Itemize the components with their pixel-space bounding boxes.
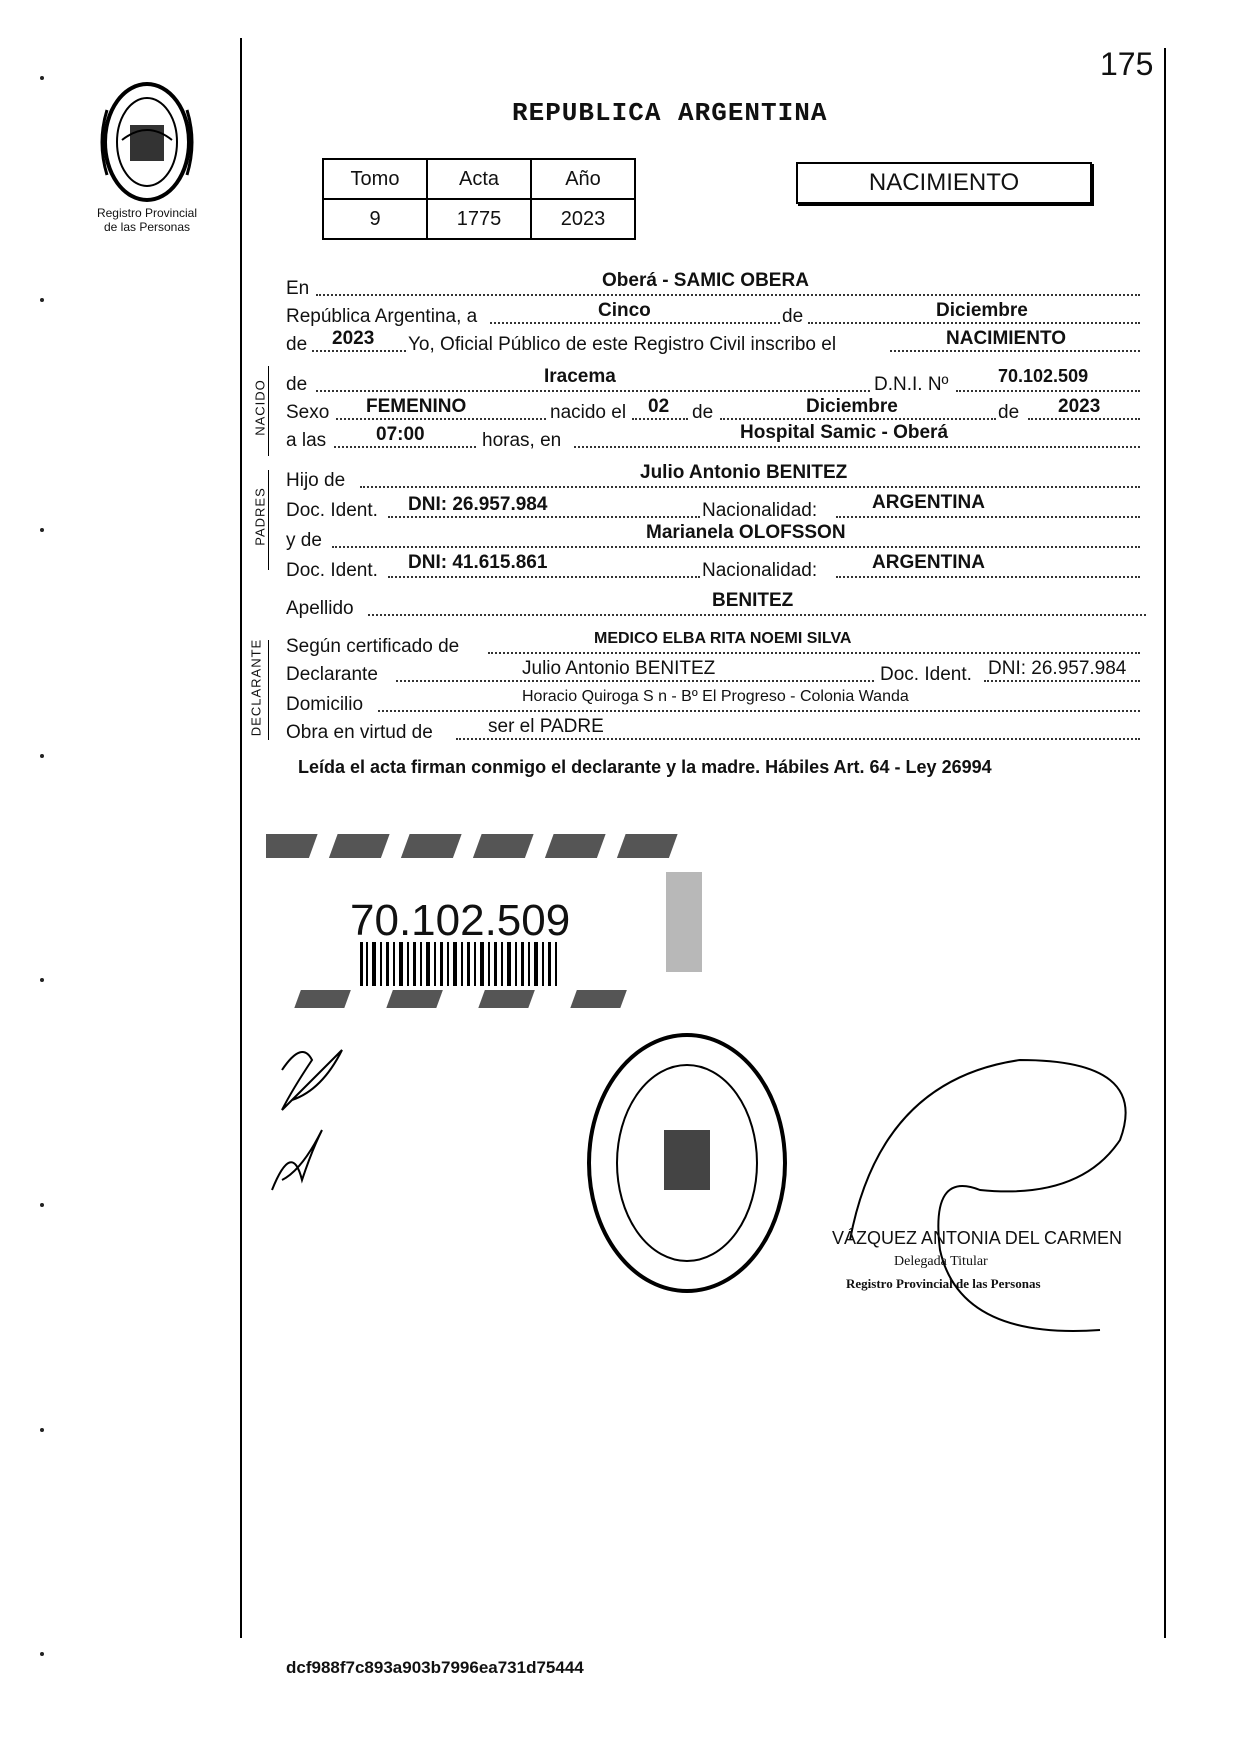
page-number: 175 <box>1100 46 1154 82</box>
birth-day: 02 <box>648 396 670 417</box>
birth-place: Hospital Samic - Oberá <box>740 422 949 443</box>
birth-year: 2023 <box>1058 396 1101 417</box>
acta-header: Acta <box>427 159 531 199</box>
document-title: REPUBLICA ARGENTINA <box>512 98 828 128</box>
declarante-label: Declarante <box>286 664 378 685</box>
father-nationality: ARGENTINA <box>872 492 985 513</box>
republica-label: República Argentina, a <box>286 306 478 327</box>
mother-doc-label: Doc. Ident. <box>286 560 378 581</box>
official-role: Delegada Titular <box>894 1254 988 1269</box>
surname: BENITEZ <box>712 590 794 611</box>
tomo-header: Tomo <box>323 159 427 199</box>
registry-line-1: Registro Provincial <box>96 206 198 220</box>
side-label-declarante: DECLARANTE <box>248 638 264 737</box>
de-label-2: de <box>286 334 308 355</box>
declarant-relationship: ser el PADRE <box>488 716 604 737</box>
anio-header: Año <box>531 159 635 199</box>
horas-en-label: horas, en <box>482 430 562 451</box>
side-label-nacido: NACIDO <box>252 379 268 436</box>
nacido-el-label: nacido el <box>550 402 627 423</box>
de-label-3: de <box>692 402 714 423</box>
certificate-issuer: MEDICO ELBA RITA NOEMI SILVA <box>594 630 852 647</box>
father-nationality-label: Nacionalidad: <box>702 500 818 521</box>
mother-nationality-label: Nacionalidad: <box>702 560 818 581</box>
child-name: Iracema <box>544 366 616 387</box>
place-of-registration: Oberá - SAMIC OBERA <box>602 270 809 291</box>
birth-hour: 07:00 <box>376 424 425 445</box>
y-de-label: y de <box>286 530 322 551</box>
child-sex: FEMENINO <box>366 396 467 417</box>
de-label-1: de <box>782 306 804 327</box>
father-name: Julio Antonio BENITEZ <box>640 462 848 483</box>
a-las-label: a las <box>286 430 327 451</box>
de-label-4: de <box>998 402 1020 423</box>
registration-month: Diciembre <box>936 300 1028 321</box>
right-margin-rule <box>1164 48 1166 1638</box>
closing-statement: Leída el acta firman conmigo el declarante y la madre. Hábiles Art. 64 - Ley 26994 <box>298 757 992 777</box>
side-label-padres: PADRES <box>252 487 268 546</box>
sexo-label: Sexo <box>286 402 330 423</box>
signature-scribble <box>820 1040 1160 1365</box>
mother-name: Marianela OLOFSSON <box>646 522 846 543</box>
mother-document: DNI: 41.615.861 <box>408 552 548 573</box>
obra-label: Obra en virtud de <box>286 722 433 743</box>
tomo-acta-anio-table <box>322 158 636 240</box>
name-label: de <box>286 374 308 395</box>
acta-value: 1775 <box>427 199 531 239</box>
oficial-statement: Yo, Oficial Público de este Registro Civil inscribo el <box>408 334 837 355</box>
mother-nationality: ARGENTINA <box>872 552 985 573</box>
father-doc-label: Doc. Ident. <box>286 500 378 521</box>
en-label: En <box>286 278 310 299</box>
dni-label: D.N.I. Nº <box>874 374 949 395</box>
document-type-box: NACIMIENTO <box>796 162 1092 204</box>
official-stamp <box>584 1030 790 1296</box>
declarant-document: DNI: 26.957.984 <box>988 658 1127 679</box>
tomo-value: 9 <box>323 199 427 239</box>
official-name: VÁZQUEZ ANTONIA DEL CARMEN <box>832 1228 1123 1248</box>
sticker-number: 70.102.509 <box>350 896 571 945</box>
apellido-label: Apellido <box>286 598 354 619</box>
inscription-type: NACIMIENTO <box>946 328 1066 349</box>
handwritten-initials <box>262 1030 382 1215</box>
registry-line-2: de las Personas <box>103 220 191 234</box>
hijo-de-label: Hijo de <box>286 470 346 491</box>
declarant-address: Horacio Quiroga S n - Bº El Progreso - Colonia Wanda <box>522 688 909 705</box>
birth-month: Diciembre <box>806 396 898 417</box>
registration-year: 2023 <box>332 328 375 349</box>
registry-name <box>72 206 222 234</box>
father-document: DNI: 26.957.984 <box>408 494 548 515</box>
declarant-doc-label: Doc. Ident. <box>880 664 972 685</box>
official-office: Registro Provincial de las Personas <box>846 1276 1041 1291</box>
declarant-name: Julio Antonio BENITEZ <box>522 658 716 679</box>
province-seal-icon <box>92 80 202 205</box>
segun-label: Según certificado de <box>286 636 460 657</box>
registration-day: Cinco <box>598 300 651 321</box>
child-dni: 70.102.509 <box>998 366 1089 386</box>
domicilio-label: Domicilio <box>286 694 364 715</box>
anio-value: 2023 <box>531 199 635 239</box>
dni-sticker <box>266 822 706 1012</box>
document-hash: dcf988f7c893a903b7996ea731d75444 <box>286 1658 584 1677</box>
left-margin-rule <box>240 38 242 1638</box>
